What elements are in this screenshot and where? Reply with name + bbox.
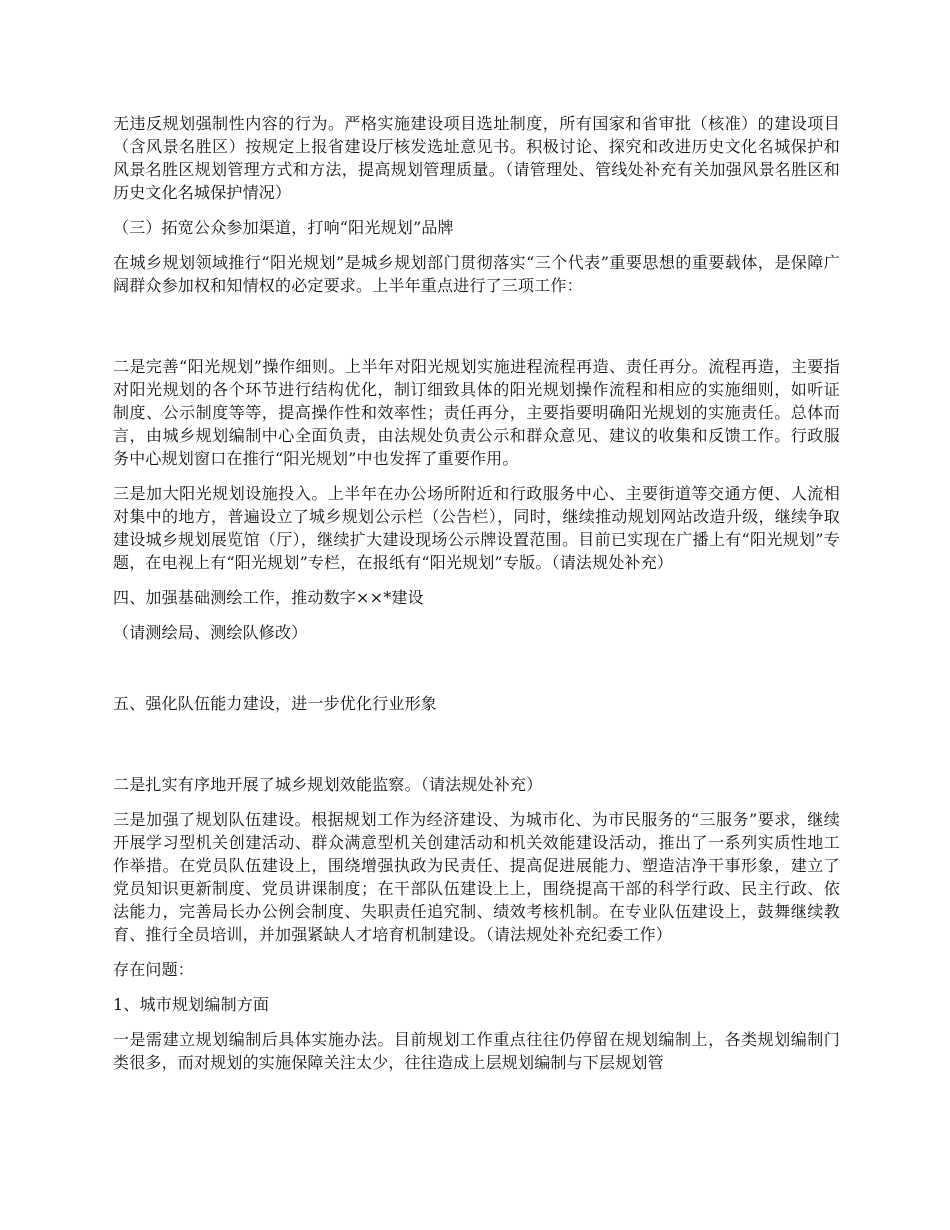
document-page xyxy=(113,112,840,1086)
paragraph-implementation-methods: 一是需建立规划编制后具体实施办法。目前规划工作重点往往仍停留在规划编制上，各类规划编制门类很多，而对规划的实施保障关注太少，往往造成上层规划编制与下层规划管 xyxy=(113,1030,840,1072)
paragraph-site-selection: 无违反规划强制性内容的行为。严格实施建设项目选址制度，所有国家和省审批（核准）的建设项目（含风景名胜区）按规定上报省建设厅核发选址意见书。积极讨论、探究和改进历史文化名城保护和风景名胜区规划管理方式和方法，提高规划管理质量。（请管理处、管线处补充有关加强风景名胜区和历史文化名城保护情况） xyxy=(113,114,840,202)
section-heading-team-building: 五、强化队伍能力建设，进一步优化行业形象 xyxy=(113,694,438,713)
paragraph-efficiency-supervision: 二是扎实有序地开展了城乡规划效能监察。（请法规处补充） xyxy=(113,775,543,794)
subheading-planning-compilation: 1、城市规划编制方面 xyxy=(113,995,270,1014)
section-heading-problems: 存在问题： xyxy=(113,960,195,979)
blank-gap xyxy=(113,727,840,773)
blank-gap xyxy=(113,656,840,692)
paragraph-sunshine-facilities: 三是加大阳光规划设施投入。上半年在办公场所附近和行政服务中心、主要街道等交通方便、人流相对集中的地方，普遍设立了城乡规划公示栏（公告栏），同时，继续推动规划网站改造升级，继续争取建设城乡规划展览馆（厅），继续扩大建设现场公示牌设置范围。目前已实现在广播上有“阳光规划”专题，在电视上有“阳光规划”专栏，在报纸有“阳光规划”专版。（请法规处补充） xyxy=(113,484,840,572)
section-heading-surveying: 四、加强基础测绘工作，推动数字××*建设 xyxy=(113,588,424,607)
paragraph-surveying-note: （请测绘局、测绘队修改） xyxy=(113,623,308,642)
section-heading-public-participation: （三）拓宽公众参加渠道，打响“阳光规划”品牌 xyxy=(113,218,454,237)
paragraph-sunshine-rules: 二是完善“阳光规划”操作细则。上半年对阳光规划实施进程流程再造、责任再分。流程再造，主要指对阳光规划的各个环节进行结构优化，制订细致具体的阳光规划操作流程和相应的实施细则，如听证制度、公示制度等等，提高操作性和效率性；责任再分，主要指要明确阳光规划的实施责任。总体而言，由城乡规划编制中心全面负责，由法规处负责公示和群众意见、建议的收集和反馈工作。行政服务中心规划窗口在推行“阳光规划”中也发挥了重要作用。 xyxy=(113,357,840,468)
paragraph-team-construction: 三是加强了规划队伍建设。根据规划工作为经济建设、为城市化、为市民服务的“三服务”要求，继续开展学习型机关创建活动、群众满意型机关创建活动和机关效能建设活动，推出了一系列实质性地工作举措。在党员队伍建设上，围绕增强执政为民责任、提高促进展能力、塑造洁净干事形象，建立了党员知识更新制度、党员讲课制度；在干部队伍建设上上，围绕提高干部的科学行政、民主行政、依法能力，完善局长办公例会制度、失职责任追究制、绩效考核机制。在专业队伍建设上，鼓舞继续教育、推行全员培训，并加强紧缺人才培育机制建设。（请法规处补充纪委工作） xyxy=(113,810,840,944)
paragraph-sunshine-planning-intro: 在城乡规划领域推行“阳光规划”是城乡规划部门贯彻落实“三个代表”重要思想的重要载体，是保障广阔群众参加权和知情权的必定要求。上半年重点进行了三项工作： xyxy=(113,253,840,295)
blank-gap xyxy=(113,309,840,355)
